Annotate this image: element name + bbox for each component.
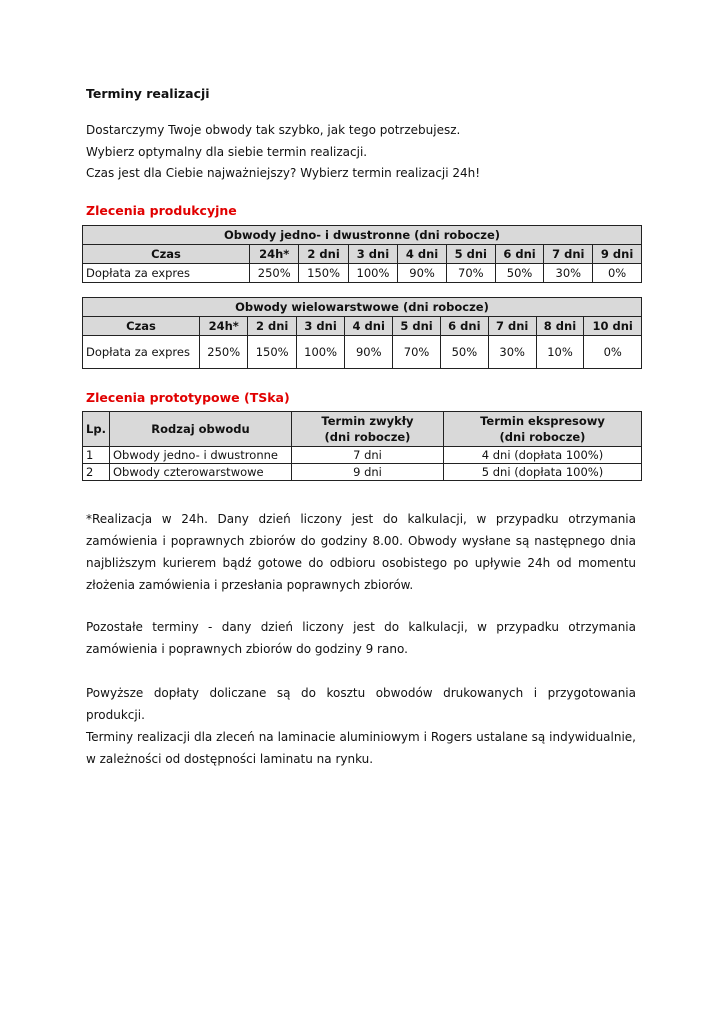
section-heading-prototype: Zlecenia prototypowe (TSka) bbox=[86, 390, 290, 405]
section-heading-production: Zlecenia produkcyjne bbox=[86, 203, 237, 218]
table-header-cell: Czas bbox=[83, 317, 200, 336]
table-cell: 1 bbox=[83, 447, 110, 464]
table-caption: Obwody jedno- i dwustronne (dni robocze) bbox=[83, 226, 642, 245]
table-caption: Obwody wielowarstwowe (dni robocze) bbox=[83, 298, 642, 317]
table-cell: 0% bbox=[584, 336, 642, 369]
intro-text bbox=[86, 120, 480, 185]
table-prototype bbox=[82, 411, 642, 481]
table-row bbox=[83, 464, 642, 481]
table-cell: 9 dni bbox=[292, 464, 444, 481]
table-cell: 50% bbox=[440, 336, 488, 369]
note-24h-paragraph: *Realizacja w 24h. Dany dzień liczony jest do kalkulacji, w przypadku otrzymania zamówienia i poprawnych zbiorów do godziny 8.00. Obwody wysłane są następnego dnia najbliższym kurierem bądź gotowe do odbioru osobistego po upływie 24h od momentu złożenia zamówienia i przesłania poprawnych zbiorów. bbox=[86, 512, 636, 592]
note-laminate-paragraph: Terminy realizacji dla zleceń na laminacie aluminiowym i Rogers ustalane są indywidualnie, w zależności od dostępności laminatu na rynku. bbox=[86, 730, 636, 766]
table-header-cell: 10 dni bbox=[584, 317, 642, 336]
table-single-double-sided bbox=[82, 225, 642, 283]
table-cell: 150% bbox=[248, 336, 296, 369]
intro-line: Dostarczymy Twoje obwody tak szybko, jak tego potrzebujesz. bbox=[86, 123, 461, 137]
table-cell: 0% bbox=[593, 264, 642, 283]
intro-line: Czas jest dla Ciebie najważniejszy? Wybierz termin realizacji 24h! bbox=[86, 166, 481, 180]
table-cell: 10% bbox=[536, 336, 584, 369]
table-cell: 100% bbox=[296, 336, 344, 369]
table-row bbox=[83, 264, 642, 283]
table-header-cell: 3 dni bbox=[296, 317, 344, 336]
table-header-cell: 3 dni bbox=[348, 245, 397, 264]
table-cell: 2 bbox=[83, 464, 110, 481]
table-header-cell: 24h* bbox=[250, 245, 299, 264]
table-row bbox=[83, 447, 642, 464]
table-cell: 30% bbox=[544, 264, 593, 283]
table-cell: 7 dni bbox=[292, 447, 444, 464]
note-costs-paragraph: Powyższe dopłaty doliczane są do kosztu obwodów drukowanych i przygotowania produkcji. bbox=[86, 686, 636, 722]
table-cell: 150% bbox=[299, 264, 348, 283]
table-header-cell: 5 dni bbox=[393, 317, 441, 336]
table-cell: 90% bbox=[345, 336, 393, 369]
table-header-cell: Termin ekspresowy (dni robocze) bbox=[444, 412, 642, 447]
table-header-cell: 8 dni bbox=[536, 317, 584, 336]
table-header-cell: 2 dni bbox=[299, 245, 348, 264]
table-cell: 70% bbox=[393, 336, 441, 369]
table-cell: Obwody czterowarstwowe bbox=[110, 464, 292, 481]
table-cell: 70% bbox=[446, 264, 495, 283]
table-header-cell: Lp. bbox=[83, 412, 110, 447]
table-header-cell: 9 dni bbox=[593, 245, 642, 264]
note-other-terms-paragraph: Pozostałe terminy - dany dzień liczony jest do kalkulacji, w przypadku otrzymania zamówienia i poprawnych zbiorów do godziny 9 rano. bbox=[86, 620, 636, 656]
page-title: Terminy realizacji bbox=[86, 86, 210, 101]
table-header-cell: 4 dni bbox=[398, 245, 447, 264]
intro-line: Wybierz optymalny dla siebie termin realizacji. bbox=[86, 144, 368, 159]
table-cell: 4 dni (dopłata 100%) bbox=[444, 447, 642, 464]
table-cell: Dopłata za expres bbox=[83, 336, 200, 369]
table-cell: 250% bbox=[200, 336, 248, 369]
table-row bbox=[83, 336, 642, 369]
table-cell: 30% bbox=[488, 336, 536, 369]
table-header-cell: 6 dni bbox=[495, 245, 544, 264]
table-header-cell: 7 dni bbox=[488, 317, 536, 336]
table-header-cell: 4 dni bbox=[345, 317, 393, 336]
table-multilayer bbox=[82, 297, 642, 369]
table-header-cell: 2 dni bbox=[248, 317, 296, 336]
table-cell: 250% bbox=[250, 264, 299, 283]
table-header-cell: 24h* bbox=[200, 317, 248, 336]
table-header-cell: 7 dni bbox=[544, 245, 593, 264]
table-cell: 50% bbox=[495, 264, 544, 283]
table-header-cell: Termin zwykły (dni robocze) bbox=[292, 412, 444, 447]
table-cell: Dopłata za expres bbox=[83, 264, 250, 283]
table-cell: 100% bbox=[348, 264, 397, 283]
table-cell: 5 dni (dopłata 100%) bbox=[444, 464, 642, 481]
table-header-cell: 5 dni bbox=[446, 245, 495, 264]
table-cell: 90% bbox=[398, 264, 447, 283]
table-header-cell: Czas bbox=[83, 245, 250, 264]
table-header-cell: Rodzaj obwodu bbox=[110, 412, 292, 447]
table-header-cell: 6 dni bbox=[440, 317, 488, 336]
table-cell: Obwody jedno- i dwustronne bbox=[110, 447, 292, 464]
